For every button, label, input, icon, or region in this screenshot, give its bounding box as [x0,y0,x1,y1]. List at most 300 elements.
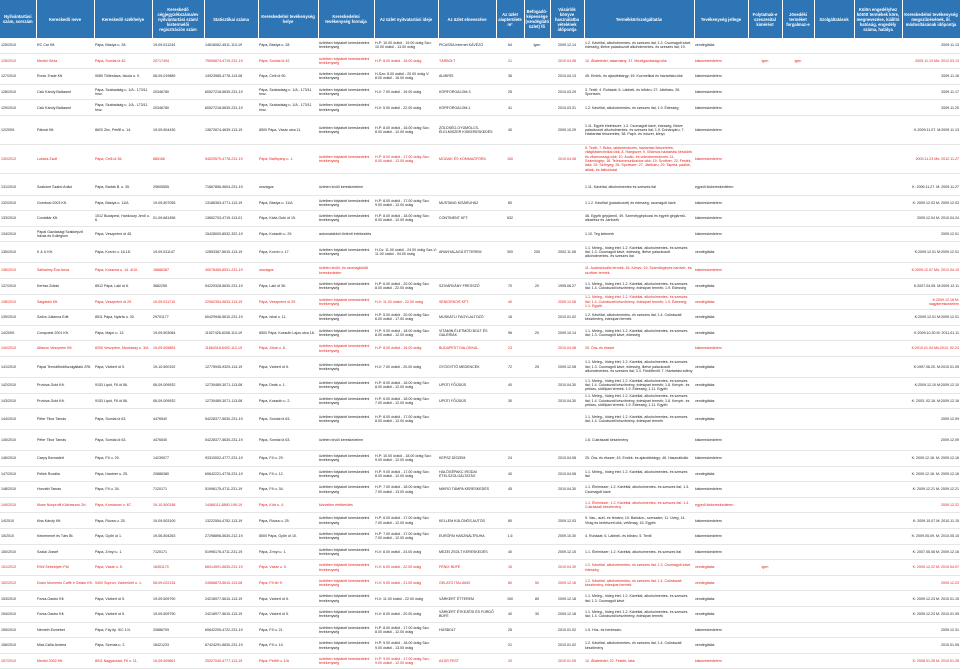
table-cell[interactable]: 141/2010 [0,356,36,377]
table-cell[interactable]: SENIORKOR KFT. [438,294,496,310]
table-cell[interactable]: Pápa, Somlai út 63. [258,430,318,451]
table-cell[interactable] [814,451,854,467]
table-cell[interactable]: 13186363-4771-113-19 [204,195,258,211]
table-cell[interactable] [748,451,782,467]
table-cell[interactable]: 2010.04.30 [550,482,584,498]
table-row[interactable] [0,100,960,116]
table-cell[interactable]: Kerbsz Zoltán [36,278,94,294]
table-cell[interactable] [814,84,854,100]
table-cell[interactable]: 13672874-4639-113-19 [204,115,258,144]
table-cell[interactable]: 60527218-5630-231-19 [204,100,258,116]
table-cell[interactable]: üzletben folytatott kereskedelmi tevékenység [318,325,374,341]
table-cell[interactable] [814,591,854,607]
table-cell[interactable]: 40 [496,607,524,623]
table-cell[interactable]: üzletben folytatott kereskedelmi tevékenység [318,115,374,144]
table-cell[interactable]: 16 [496,310,524,326]
table-cell[interactable]: 51996176-4711-231-19 [204,544,258,560]
table-cell[interactable]: H-P: 9.00 órától - 17.00 óráig Szo: 9.00 órától - 12.00 óráig [374,653,438,669]
table-cell[interactable]: üzletben folytatott kereskedelmi tevékenység [318,242,374,263]
table-cell[interactable] [854,242,902,263]
table-cell[interactable]: 142/2010 [0,377,36,393]
table-cell[interactable]: K:2010.01.04 Mó:2012. 02.24 [902,341,960,357]
table-cell[interactable]: Pápa, Laki út 36. [258,278,318,294]
table-cell[interactable]: kiskereskedelem [694,513,748,529]
table-cell[interactable]: Pápa, Bástya u. 28. [258,38,318,53]
table-cell[interactable] [438,409,496,430]
table-cell[interactable] [748,211,782,227]
table-cell[interactable]: 2009.12.04 M: 2010.04.24 [902,211,960,227]
table-cell[interactable]: 8200 Veszprém, Munkácsy u. 3/A [94,341,152,357]
table-row[interactable] [0,466,960,482]
table-cell[interactable]: 8511 Nagyacsád, Fő u. 11. [94,653,152,669]
table-cell[interactable] [524,195,550,211]
column-header[interactable]: Kereskedő székhelye [94,0,152,38]
table-cell[interactable]: H-V: 9.00 órától - 21.00 óráig [374,575,438,591]
table-cell[interactable]: PICASSA Internet KÁVÉZÓ [438,38,496,53]
table-cell[interactable]: 149/2010 [0,497,36,513]
table-row[interactable] [0,560,960,576]
table-cell[interactable] [748,38,782,53]
table-cell[interactable]: 20886709 [152,622,204,638]
table-cell[interactable]: 60429946-5610-231-19 [204,310,258,326]
table-cell[interactable]: 4. Ruházat; 6. Lábbeli- és bőráru; 5. Textil [584,529,694,545]
table-cell[interactable]: üzletben folytatott kereskedelmi tevékenység [318,451,374,467]
table-cell[interactable]: kiskereskedelem [694,84,748,100]
table-cell[interactable]: 1.1. Meleg-, hideg étel; 1.2. Kávéital, alkoholmentes- és szeszes ital; 1.4. Cukrászati készítmény, édesipari termék [584,607,694,623]
table-cell[interactable]: RC Car Kft. [36,38,94,53]
table-cell[interactable] [814,263,854,279]
table-cell[interactable]: Pápa, Hantner u. 25. [94,466,152,482]
table-cell[interactable] [814,341,854,357]
table-cell[interactable] [814,69,854,85]
table-cell[interactable]: üzletben folytatott kereskedelmi tevékenység [318,53,374,69]
table-cell[interactable] [524,211,550,227]
table-cell[interactable]: 08-09-009932 [152,393,204,409]
table-cell[interactable] [748,466,782,482]
table-cell[interactable] [854,591,902,607]
table-cell[interactable]: H-V: 11.00 órától - 22.00 óráig [374,294,438,310]
table-cell[interactable]: 24218977-5610-113-19 [204,607,258,623]
table-cell[interactable]: Pápa, Deák u. 1. [258,377,318,393]
table-cell[interactable] [782,638,814,654]
table-cell[interactable]: kiskereskedelem [694,100,748,116]
table-cell[interactable]: 139/2010 [0,310,36,326]
table-cell[interactable]: Pápa, Győri út 1. [94,529,152,545]
table-cell[interactable]: 1.2. Kávéital, alkoholmentes- és szeszes ital; 1.3. Csomagolt kávé, édesség, illetve palackozott alkoholmentes- és szeszes ital; 19. [584,38,694,53]
table-cell[interactable]: 154/2010 [0,607,36,623]
table-cell[interactable]: egyedi kiskereskedelem [694,497,748,513]
table-cell[interactable]: Pápa, Fő u. 34. [94,482,152,498]
table-cell[interactable]: Pápa, Fáy ltp. 5/C 1/4. [94,622,152,638]
table-cell[interactable]: 80 [496,195,524,211]
table-cell[interactable]: 96 [496,325,524,341]
table-row[interactable] [0,195,960,211]
table-cell[interactable]: Dolce Momento Caffè è Gelato Kft. [36,575,94,591]
table-cell[interactable] [854,325,902,341]
table-cell[interactable]: igen [782,53,814,69]
table-cell[interactable]: 2009.12.01 [902,226,960,242]
table-cell[interactable] [374,226,438,242]
table-cell[interactable]: 150 [496,144,524,173]
table-cell[interactable]: üzletben folytatott kereskedelmi tevékenység [318,575,374,591]
table-cell[interactable]: 19-09-509790 [152,591,204,607]
table-cell[interactable]: üzletben folytatott kereskedelmi tevékenység [318,69,374,85]
table-cell[interactable]: 151/2010 [0,560,36,576]
table-cell[interactable]: H-P: 8.00 órától - 16.00 óráig [374,53,438,69]
table-cell[interactable]: 19-10-500158 [152,497,204,513]
table-cell[interactable] [854,451,902,467]
table-cell[interactable]: K: 2003. 02.16. M:2009.12.16 [902,393,960,409]
table-cell[interactable] [814,560,854,576]
table-cell[interactable]: vendéglátás [694,38,748,53]
table-cell[interactable]: Csepy Bernadett [36,451,94,467]
table-cell[interactable]: 41 [496,100,524,116]
table-cell[interactable]: Pápa, Bástya u. 11/A [258,195,318,211]
table-cell[interactable]: AZÚR FEST [438,653,496,669]
table-cell[interactable] [814,377,854,393]
table-cell[interactable]: üzleten kívüli kereskedelem [318,180,374,195]
table-cell[interactable]: Sallóalmy Éva Anna [36,263,94,279]
table-cell[interactable]: H-P: 5.00 órától - 20.00 óráig Szo: 6.00 órától - 17.00 óráig [374,310,438,326]
table-cell[interactable] [782,226,814,242]
table-cell[interactable]: üzletben folytatott kereskedelmi tevékenység [318,638,374,654]
table-cell[interactable] [814,242,854,263]
table-cell[interactable] [550,211,584,227]
table-cell[interactable]: 2009.11.20 [902,100,960,116]
table-cell[interactable]: Mentsi 2002 Kft. [36,653,94,669]
table-cell[interactable] [814,325,854,341]
table-row[interactable] [0,393,960,409]
table-cell[interactable]: Pápa, Somlai út 63. [94,430,152,451]
table-cell[interactable] [782,278,814,294]
table-cell[interactable]: H-P: 8.00 órától - 17.00 óráig Szo: 9.00 órától - 12.00 óráig [374,195,438,211]
table-cell[interactable] [748,278,782,294]
table-cell[interactable]: 75506874-4719-231-19 [204,53,258,69]
table-cell[interactable] [496,180,524,195]
table-cell[interactable]: Compuest 2001 Kft. [36,325,94,341]
table-cell[interactable] [782,451,814,467]
table-cell[interactable]: Gombosi 2003 Kft. [36,195,94,211]
table-cell[interactable]: 157/2010 [0,653,36,669]
table-cell[interactable]: TÁRBOLT [438,53,496,69]
table-cell[interactable]: 20 [524,278,550,294]
table-cell[interactable]: 7120171 [152,544,204,560]
table-cell[interactable]: 2009.10.30 [550,529,584,545]
table-cell[interactable]: VITAMIN ÉLETMÓD BOLT ÉS GALÉRIÁK [438,325,496,341]
table-cell[interactable] [374,263,438,279]
table-cell[interactable] [550,263,584,279]
table-cell[interactable]: üzletben folytatott kereskedelmi tevékenység [318,278,374,294]
table-row[interactable] [0,653,960,669]
table-row[interactable] [0,482,960,498]
table-cell[interactable] [524,84,550,100]
table-cell[interactable] [854,144,902,173]
table-cell[interactable]: 2010.04.08 [550,466,584,482]
table-cell[interactable]: üzletben folytatott kereskedelmi tevékenység [318,653,374,669]
table-cell[interactable]: Miat-Csilla Andrea [36,638,94,654]
table-cell[interactable] [854,278,902,294]
table-cell[interactable]: K: 2009.12.03 M: 2009.12.03 [902,195,960,211]
table-cell[interactable]: Pápa, Kürt u. 4. [258,497,318,513]
table-cell[interactable]: K: 2009.12.21 M: 2009.12.21 [902,482,960,498]
table-cell[interactable]: 20886380 [152,466,204,482]
table-cell[interactable]: 54229328-5630-231-19 [204,278,258,294]
table-cell[interactable]: 70 [496,278,524,294]
table-cell[interactable]: H-P: 9.00 órától - 18.00 óráig Szo: 8.00 órától - 12.00 óráig [374,325,438,341]
table-cell[interactable] [550,195,584,211]
table-cell[interactable]: Pápa, Petőfi u. 1/A [258,653,318,669]
table-cell[interactable]: K:2009.12.01 M:2009.12.01 [902,242,960,263]
table-cell[interactable] [524,560,550,576]
table-cell[interactable] [748,430,782,451]
table-cell[interactable] [854,356,902,377]
table-cell[interactable]: 1.2. Kávéital, alkoholmentes- és szeszes ital; 1.3. Csomagolt kávé, édesség [584,560,694,576]
table-cell[interactable] [814,294,854,310]
table-cell[interactable]: 1012 Budapest, Hankóczy Jenő u. 6. [94,211,152,227]
table-cell[interactable] [748,294,782,310]
table-row[interactable] [0,638,960,654]
table-cell[interactable]: 19-09-504430 [152,115,204,144]
table-cell[interactable]: Pápa, Várkert út 5. [94,591,152,607]
table-cell[interactable]: 1.11. Kávéital, alkoholmentes és szeszes ital [584,180,694,195]
table-cell[interactable]: 50 [524,575,550,591]
table-cell[interactable]: üzleten kívüli kereskedelem [318,430,374,451]
table-cell[interactable] [748,325,782,341]
table-cell[interactable]: GYÓGYÍTÓ MEDENCÉK [438,356,496,377]
table-cell[interactable]: H-V: 8.00 órától - 20.00 óráig [374,607,438,623]
table-cell[interactable]: 19-09-505853 [152,341,204,357]
table-cell[interactable]: 2010.03.29 [550,84,584,100]
table-cell[interactable] [524,430,550,451]
table-cell[interactable]: 20346780 [152,100,204,116]
table-cell[interactable]: 1.1. Élelmiszer; 1.2. Kávéital, alkoholmentes- és szeszes ital [584,544,694,560]
table-cell[interactable] [782,38,814,53]
table-cell[interactable] [748,263,782,279]
table-cell[interactable] [782,377,814,393]
table-cell[interactable] [748,497,782,513]
table-cell[interactable] [748,409,782,430]
table-cell[interactable]: MOZAIK ÉS KOMMAGFÖRD [438,144,496,173]
table-cell[interactable]: egyedi kiskereskedelem [694,180,748,195]
table-cell[interactable]: Pápa, Vásár u. 5. [258,560,318,576]
table-cell[interactable]: Pápa, Várkert út 5. [258,356,318,377]
table-cell[interactable]: K & U Kft. [36,242,94,263]
table-cell[interactable] [854,341,902,357]
table-cell[interactable] [748,393,782,409]
table-cell[interactable]: 150 [496,591,524,607]
table-cell[interactable]: kiskereskedelem [694,653,748,669]
table-cell[interactable]: Pápa, Batthyány u. 1. [258,144,318,173]
table-cell[interactable]: 40 [496,377,524,393]
table-cell[interactable]: 54228377-5630-231-19 [204,409,258,430]
table-cell[interactable]: Pápa, Szabadság u. 1/A - 173/11 hrsz. [94,100,152,116]
table-cell[interactable]: 51996175-4711-231-19 [204,482,258,498]
table-cell[interactable] [782,100,814,116]
table-cell[interactable]: Péter Tibor Tamás [36,409,94,430]
table-cell[interactable]: Pápa, Fő u. 14. [258,638,318,654]
table-cell[interactable] [854,544,902,560]
table-cell[interactable]: H-V: 7.00 órától - 19.00 óráig [374,84,438,100]
table-cell[interactable] [782,482,814,498]
table-row[interactable] [0,84,960,100]
table-cell[interactable]: 12730489-3071-113-08 [204,377,258,393]
table-cell[interactable] [374,430,438,451]
table-cell[interactable] [524,53,550,69]
table-cell[interactable]: H-P: 8.00 órától - 18.00 óráig Szo: 8.00 órától - 12.00 óráig [374,211,438,227]
table-cell[interactable]: 19-10-500192 [152,356,204,377]
table-cell[interactable]: kiskereskedelem [694,195,748,211]
table-cell[interactable] [782,430,814,451]
column-header[interactable]: Kereskedő cégjegyzékszáma/ev nyilvántartási szám/ kistermelői regisztrációs szám [152,0,204,38]
table-cell[interactable]: vendéglátás [694,278,748,294]
table-row[interactable] [0,356,960,377]
table-cell[interactable]: 2009.12.08 [550,294,584,310]
table-cell[interactable] [524,622,550,638]
table-cell[interactable]: üzletben folytatott kereskedelmi tevékenység [318,341,374,357]
table-cell[interactable]: 1.5. Hús- és hentesáru [584,622,694,638]
table-cell[interactable] [782,115,814,144]
table-cell[interactable]: üzletben folytatott kereskedelmi tevékenység [318,294,374,310]
table-cell[interactable]: 145/2010 [0,430,36,451]
table-cell[interactable]: ZÖLDSÉG-GYÜMÖLCS-ÉLELMISZER KISKERESKEDÉS [438,115,496,144]
table-cell[interactable]: Pápa, Fő u. 29. [94,451,152,467]
table-cell[interactable]: K: 2008.01.26 M: 2010.01.26 [902,653,960,669]
table-cell[interactable]: 129/2010 [0,100,36,116]
table-cell[interactable]: ARANYALAGÚ ÉTTEREM [438,242,496,263]
table-cell[interactable]: H-P: 7.00 órától - 17.00 óráig Szo: 7.00 órától - 12.00 óráig [374,529,438,545]
table-cell[interactable]: Pápa, Szabadság u. 1/A - 173/11 hrsz. [258,100,318,116]
table-cell[interactable] [854,53,902,69]
table-cell[interactable] [782,529,814,545]
table-cell[interactable]: 131/2010 [0,180,36,195]
table-cell[interactable] [854,575,902,591]
table-cell[interactable]: K:1997.06.20. M:2010.01.05 [902,356,960,377]
table-cell[interactable]: Pellek Rozália [36,466,94,482]
table-cell[interactable]: H-P: 8.00 órától - 16.00 óráig [374,341,438,357]
table-cell[interactable]: 2009.12.14 [550,38,584,53]
table-cell[interactable]: H-P: 6.00 órától - 20.00 óráig Szo: 8.00 órától - 22.00 óráig [374,278,438,294]
table-cell[interactable]: 146/2010 [0,451,36,467]
table-cell[interactable]: vendéglátás [694,466,748,482]
table-cell[interactable]: K: 2009.12.23 M: 2010.01.15 [902,591,960,607]
table-cell[interactable]: Pápa, Várkert út 5. [94,356,152,377]
table-cell[interactable]: vendéglátás [694,294,748,310]
table-cell[interactable]: Pápa, Somlai út 42. [258,53,318,69]
table-row[interactable] [0,513,960,529]
table-cell[interactable]: Pápa, Bástya u. 28. [94,38,152,53]
table-cell[interactable]: 1.1. Meleg-, hideg étel; 1.2. Kávéital, alkoholmentes- és szeszes ital; 1.4. Cukrászati készítmény, édesipari termék; 1.8. Kenyér- és pékáru, sütőipari termék; 1.9. Édesség; 1.11. Egyéb [584,393,694,409]
table-cell[interactable]: 1.10. Teg kelemek [584,226,694,242]
table-cell[interactable]: Horváth Tamás [36,482,94,498]
table-cell[interactable]: Pápa, Kossuth u. 2. [258,393,318,409]
table-cell[interactable]: H-P: 9.00 órától - 17.00 óráig Szo: 8.00 órától - 12.00 óráig [374,466,438,482]
table-cell[interactable]: 1.1. Meleg-, hideg étel; 1.2. Kávéital, alkoholmentes- és szeszes ital [584,466,694,482]
table-cell[interactable] [814,544,854,560]
table-cell[interactable] [854,180,902,195]
table-cell[interactable]: Csík Károly Balázsné [36,100,94,116]
table-cell[interactable]: 2009.10.29 [550,115,584,144]
table-cell[interactable]: Ronix-Trade Kft. [36,69,94,85]
table-cell[interactable]: 9080 Töltéstava, Iskola u. 9. [94,69,152,85]
table-cell[interactable] [524,100,550,116]
table-row[interactable] [0,591,960,607]
table-cell[interactable]: üzletben folytatott kereskedelmi tevékenység [318,513,374,529]
table-row[interactable] [0,607,960,623]
table-cell[interactable] [748,513,782,529]
table-cell[interactable]: 8500 Pápa, Győri út 10. [258,529,318,545]
table-cell[interactable] [524,653,550,669]
table-cell[interactable]: Pápa, Rózsa u. 25. [94,513,152,529]
table-cell[interactable]: Forsa-Gastro Kft. [36,591,94,607]
table-cell[interactable]: Pápa, Kossuth u. 29. [258,226,318,242]
table-cell[interactable]: 20346780 [152,84,204,100]
table-cell[interactable]: Protova-Gold Kft. [36,393,94,409]
table-cell[interactable] [814,497,854,513]
table-cell[interactable]: 1.1.2. Kávéital (palackozott) és édesség, csomagolt kávé [584,195,694,211]
table-cell[interactable]: 885166 [152,144,204,173]
table-cell[interactable]: 60642205-4722-231-19 [204,622,258,638]
table-cell[interactable]: 2010.01.02 [550,638,584,654]
table-cell[interactable] [748,69,782,85]
table-cell[interactable] [854,409,902,430]
table-cell[interactable]: 22062354-9633-113-19 [204,294,258,310]
table-cell[interactable]: Pápa, Fő u. 29. [258,451,318,467]
table-cell[interactable]: K: 2009.12.23 M: 2010.01.05 [902,607,960,623]
table-cell[interactable]: 16 [496,560,524,576]
table-cell[interactable]: 19-09-507055 [152,195,204,211]
table-cell[interactable]: BUDAPEST DALOKKAL [438,341,496,357]
table-cell[interactable]: K:2009.12.16 M: nagykereskedelem [902,294,960,310]
table-cell[interactable]: 08-09-022134 [152,575,204,591]
table-cell[interactable]: üzletben folytatott kereskedelmi tevékenység [318,482,374,498]
table-cell[interactable]: 12853367-5610-113-19 [204,242,258,263]
table-cell[interactable] [748,310,782,326]
table-cell[interactable]: K:2007.04.05. M:2009.12.11 [902,278,960,294]
table-cell[interactable]: FÉNIX BÜFÉ [438,560,496,576]
table-cell[interactable] [854,529,902,545]
table-cell[interactable]: Pápa, Szabadság u. 1/A - 173/11 hrsz. [258,84,318,100]
table-cell[interactable]: 2009.10.14 [550,325,584,341]
table-row[interactable] [0,430,960,451]
table-cell[interactable]: MUSTANG KISÁRUHÁZ [438,195,496,211]
table-cell[interactable]: 45 [496,482,524,498]
table-cell[interactable]: H-V: 8.00 órától - 24.00 óráig [374,544,438,560]
table-cell[interactable]: Pápa, Korvin u. 16-18. [94,242,152,263]
table-cell[interactable]: Pápa, Major u. 13. [94,325,152,341]
table-cell[interactable]: üzletben folytatott kereskedelmi tevékenység [318,144,374,173]
table-cell[interactable]: 2010.03.31 [550,100,584,116]
table-row[interactable] [0,180,960,195]
table-cell[interactable]: 2002.11.08 [550,242,584,263]
table-cell[interactable]: 29701177 [152,310,204,326]
table-cell[interactable] [748,242,782,263]
table-cell[interactable]: Lukács Zsolt [36,144,94,173]
table-cell[interactable] [854,100,902,116]
table-cell[interactable] [550,226,584,242]
table-cell[interactable]: 1.2. Kávéital, alkoholmentes- és szeszes ital; 1.4. Cukrászati készítmény, édesipari termék [584,310,694,326]
table-cell[interactable]: 19-09-509790 [152,607,204,623]
table-cell[interactable]: Pápa, Fő u. 21. [258,622,318,638]
table-cell[interactable]: 1.11. Egyéb élelmiszer; 1.3. Csomagolt kávé, édesség, illetve palackozott alkoholmentes- és szeszes ital; 1.9. Dohányáru; 7. Háztartási felszerelés; 38. Papír- és írószer, könyv [584,115,694,144]
table-cell[interactable] [748,226,782,242]
table-cell[interactable]: Pápa, Jókai u. 8. [258,341,318,357]
table-cell[interactable]: 2009.11.17 [902,84,960,100]
table-cell[interactable]: KÖRFORGALOM-3 [438,84,496,100]
table-cell[interactable] [854,294,902,310]
table-cell[interactable]: kiskereskedelem [694,482,748,498]
table-cell[interactable]: kiskereskedelem [694,263,748,279]
table-cell[interactable]: üzletben folytatott kereskedelmi tevékenység [318,310,374,326]
